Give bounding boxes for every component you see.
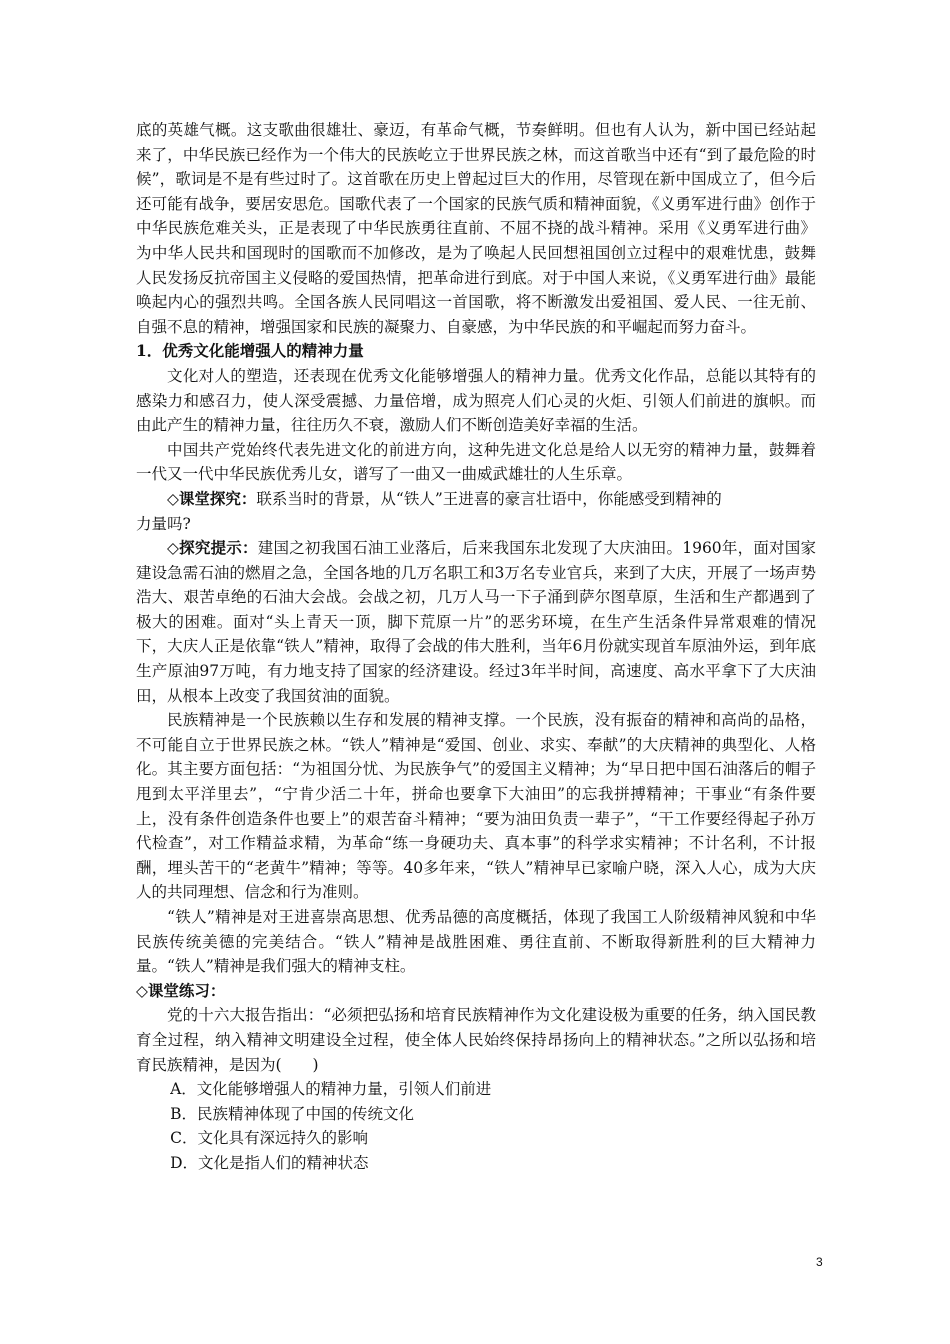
option-b: B．民族精神体现了中国的传统文化 <box>170 1104 414 1123</box>
exploration-text: 联系当时的背景，从“铁人”王进喜的豪言壮语中，你能感受到精神的 <box>256 489 722 508</box>
paragraph-culture-power: 文化对人的塑造，还表现在优秀文化能够增强人的精神力量。优秀文化作品，总能以其特有的感染力和感召力，使人深受震撼、力量倍增，成为照亮人们心灵的火炬、引领人们前进的旗帜。而由此产生的精神力量，往往历久不衰，激励人们不断创造美好幸福的生活。 <box>136 366 816 435</box>
option-c: C．文化具有深远持久的影响 <box>170 1129 368 1148</box>
classroom-exploration <box>136 487 816 512</box>
paragraph-iron-man: “铁人”精神是对王进喜崇高思想、优秀品德的高度概括，体现了我国工人阶级精神风貌和中华民族传统美德的完美结合。“铁人”精神是战胜困难、勇往直前、不断取得新胜利的巨大精神力量。“铁人”精神是我们强大的精神支柱。 <box>136 908 816 976</box>
paragraph-party-culture: 中国共产党始终代表先进文化的前进方向，这种先进文化总是给人以无穷的精神力量，鼓舞着一代又一代中华民族优秀儿女，谱写了一曲又一曲威武雄壮的人生乐章。 <box>136 440 816 484</box>
page-number: 3 <box>816 1255 823 1269</box>
hint-label: ◇探究提示： <box>167 538 258 558</box>
exploration-text-continued: 力量吗? <box>136 514 191 533</box>
exercise-question: 党的十六大报告指出：“必须把弘扬和培育民族精神作为文化建设极为重要的任务，纳入国民教育全过程，纳入精神文明建设全过程，使全体人民始终保持昂扬向上的精神状态。”之所以弘扬和培育民族精神，是因为( ) <box>136 1006 816 1074</box>
exploration-hint <box>136 536 816 708</box>
page-content <box>136 118 816 1176</box>
exploration-label: ◇课堂探究： <box>167 488 257 508</box>
paragraph-anthem: 底的英雄气概。这支歌曲很雄壮、豪迈，有革命气概，节奏鲜明。但也有人认为，新中国已经站起来了，中华民族已经作为一个伟大的民族屹立于世界民族之林，而这首歌当中还有“到了最危险的时候”，歌词是不是有些过时了。这首歌在历史上曾起过巨大的作用，尽管现在新中国成立了，但今后还可能有战争，要居安思危。国歌代表了一个国家的民族气质和精神面貌，《义勇军进行曲》创作于中华民族危难关头，正是表现了中华民族勇往直前、不屈不挠的战斗精神。采用《义勇军进行曲》为中华人民共和国现时的国歌而不加修改，是为了唤起人民回想祖国创立过程中的艰难忧患，鼓舞人民发扬反抗帝国主义侵略的爱国热情，把革命进行到底。对于中国人来说，《义勇军进行曲》最能唤起内心的强烈共鸣。全国各族人民同唱这一首国歌，将不断激发出爱祖国、爱人民、一往无前、自强不息的精神，增强国家和民族的凝聚力、自豪感，为中华民族的和平崛起而努力奋斗。 <box>136 121 816 336</box>
exercise-label: ◇课堂练习： <box>136 980 226 1000</box>
paragraph-national-spirit: 民族精神是一个民族赖以生存和发展的精神支撑。一个民族，没有振奋的精神和高尚的品格，不可能自立于世界民族之林。“铁人”精神是“爱国、创业、求实、奉献”的大庆精神的典型化、人格化。其主要方面包括：“为祖国分忧、为民族争气”的爱国主义精神；为“早日把中国石油落后的帽子甩到太平洋里去”，“宁肯少活二十年，拼命也要拿下大油田”的忘我拼搏精神；干事业“有条件要上，没有条件创造条件也要上”的艰苦奋斗精神；“要为油田负责一辈子”，“干工作要经得起子孙万代检查”，对工作精益求精，为革命“练一身硬功夫、真本事”的科学求实精神；不计名利，不计报酬，埋头苦干的“老黄牛”精神；等等。40多年来，“铁人”精神早已家喻户晓，深入人心，成为大庆人的共同理想、信念和行为准则。 <box>136 711 816 902</box>
section-heading: 1．优秀文化能增强人的精神力量 <box>136 341 364 361</box>
option-d: D．文化是指人们的精神状态 <box>170 1153 369 1172</box>
hint-text: 建国之初我国石油工业落后，后来我国东北发现了大庆油田。1960年，面对国家建设急需石油的燃眉之急，全国各地的几万名职工和3万名专业官兵，来到了大庆，开展了一场声势浩大、艰苦卓绝的石油大会战。会战之初，几万人马一下子涌到萨尔图草原，生活和生产都遇到了极大的困难。面对“头上青天一顶，脚下荒原一片”的恶劣环境，在生产生活条件异常艰难的情况下，大庆人正是依靠“铁人”精神，取得了会战的伟大胜利，当年6月份就实现首车原油外运，到年底生产原油97万吨，有力地支持了国家的经济建设。经过3年半时间，高速度、高水平拿下了大庆油田，从根本上改变了我国贫油的面貌。 <box>136 539 816 705</box>
option-a: A．文化能够增强人的精神力量，引领人们前进 <box>170 1080 492 1099</box>
